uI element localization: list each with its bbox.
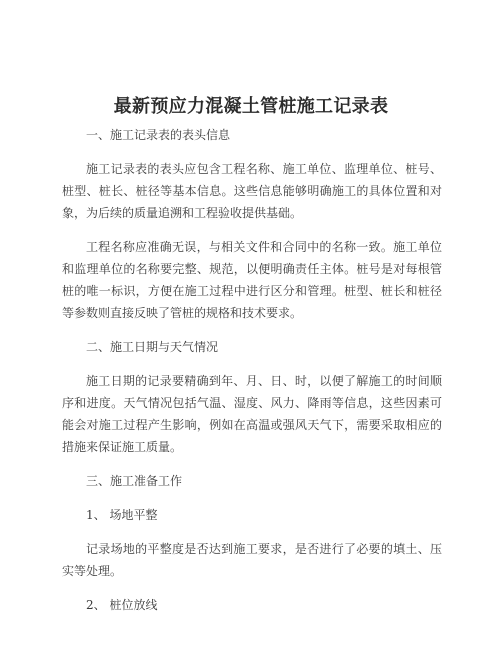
subheading-site-leveling: 1、 场地平整	[86, 508, 158, 522]
section-heading-header-info: 一、施工记录表的表头信息	[86, 128, 231, 142]
document-title: 最新预应力混凝土管桩施工记录表	[113, 96, 389, 117]
document-body	[62, 124, 442, 628]
paragraph-header-details: 工程名称应准确无误，与相关文件和合同中的名称一致。施工单位和监理单位的名称要完整、规范，以便明确责任主体。桩号是对每根管桩的唯一标识，方便在施工过程中进行区分和管理。桩型、桩长和桩径等参数则直接反映了管桩的规格和技术要求。	[62, 240, 442, 320]
section-heading-preparation: 三、施工准备工作	[86, 474, 183, 488]
section-heading-date-weather: 二、施工日期与天气情况	[86, 340, 219, 354]
subheading-pile-layout: 2、 桩位放线	[86, 598, 158, 612]
paragraph-site-leveling: 记录场地的平整度是否达到施工要求，是否进行了必要的填土、压实等处理。	[62, 542, 442, 578]
paragraph-date-weather: 施工日期的记录要精确到年、月、日、时，以便了解施工的时间顺序和进度。天气情况包括气温、湿度、风力、降雨等信息，这些因素可能会对施工过程产生影响，例如在高温或强风天气下，需要采取相应的措施来保证施工质量。	[62, 374, 442, 454]
paragraph-header-contents: 施工记录表的表头应包含工程名称、施工单位、监理单位、桩号、桩型、桩长、桩径等基本信息。这些信息能够明确施工的具体位置和对象，为后续的质量追溯和工程验收提供基础。	[62, 162, 442, 220]
